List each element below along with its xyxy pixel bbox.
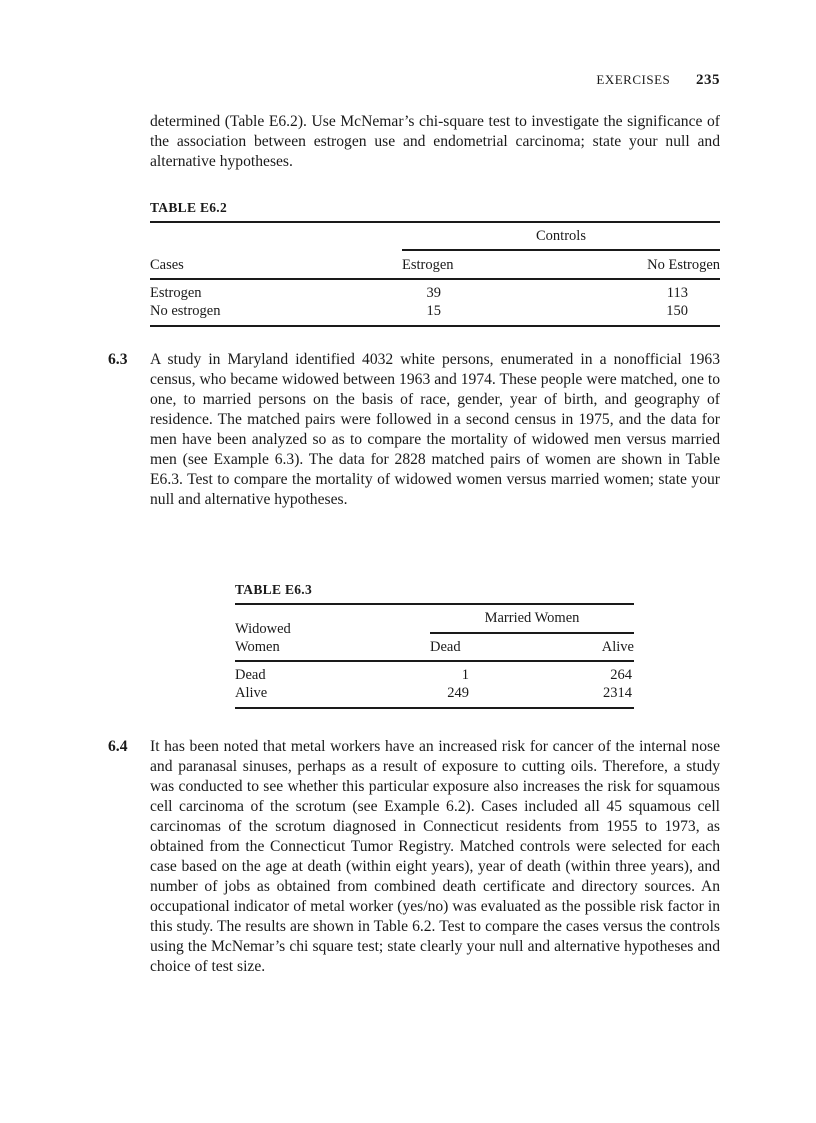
exercise-text: A study in Maryland identified 4032 white persons, enumerated in a nonofficial 1963 census, who became widowed between 1963 and 1974. These people were matched, one to one, to married persons on the basis of race, gender, year of birth, and geography of residence. The matched pairs were followed in a second census in 1975, and the data for men have been analyzed so as to compare the mortality of widowed men versus married men (see Example 6.3). The data for 2828 matched pairs of women are shown in Table E6.3. Test to compare the mortality of widowed women versus married women; state your null and alternative hypotheses. — [150, 351, 720, 508]
cell-value: 150 — [666, 303, 688, 319]
column-header: Alive — [601, 639, 634, 655]
column-spanner: Controls — [536, 228, 586, 244]
cell-value: 264 — [610, 667, 632, 683]
column-header: No Estrogen — [647, 257, 720, 273]
cell-value: 113 — [666, 285, 688, 301]
exercise-6-4 — [108, 737, 720, 977]
spanner-rule — [402, 249, 720, 251]
spanner-rule — [430, 632, 634, 634]
row-header-line2: Women — [235, 639, 280, 655]
exercise-number: 6.3 — [108, 351, 128, 368]
table-top-rule — [235, 603, 634, 605]
row-header: Cases — [150, 257, 184, 273]
exercise-6-3 — [108, 350, 720, 510]
cell-value: 15 — [426, 303, 441, 319]
intro-paragraph: determined (Table E6.2). Use McNemar’s chi-square test to investigate the significance of the association between estrogen use and endometrial carcinoma; state your null and alternative hypotheses. — [150, 113, 720, 170]
cell-value: 1 — [461, 667, 469, 683]
cell-value: 39 — [426, 285, 441, 301]
running-head — [0, 72, 720, 89]
table-bottom-rule — [235, 707, 634, 709]
page-number: 235 — [696, 72, 720, 88]
row-header-line1: Widowed — [235, 621, 291, 637]
row-label: Estrogen — [150, 285, 202, 301]
row-label: Dead — [235, 667, 266, 683]
running-head-section: EXERCISES — [596, 72, 671, 87]
header-rule — [235, 660, 634, 662]
cell-value: 249 — [447, 685, 469, 701]
row-label: Alive — [235, 685, 268, 701]
table-bottom-rule — [150, 325, 720, 327]
column-header: Dead — [430, 639, 461, 655]
column-header: Estrogen — [402, 257, 454, 273]
exercise-number: 6.4 — [108, 738, 128, 755]
table-caption: TABLE E6.3 — [235, 582, 313, 597]
exercise-text: It has been noted that metal workers have an increased risk for cancer of the internal nose and paranasal sinuses, perhaps as a result of exposure to cutting oils. Therefore, a study was conducted to see whether this particular exposure also increases the risk for squamous cell carcinoma of the scrotum (see Example 6.2). Cases included all 45 squamous cell carcinomas of the scrotum diagnosed in Connecticut residents from 1955 to 1973, as obtained from the Connecticut Tumor Registry. Matched controls were selected for each case based on the age at death (within eight years), year of death (within three years), and number of jobs as obtained from combined death certificate and directory sources. An occupational indicator of metal worker (yes/no) was evaluated as the possible risk factor in this study. The results are shown in Table 6.2. Test to compare the cases versus the controls using the McNemar’s chi square test; state clearly your null and alternative hypotheses and choice of test size. — [150, 738, 720, 975]
column-spanner: Married Women — [484, 610, 580, 626]
table-top-rule — [150, 221, 720, 223]
row-label: No estrogen — [150, 303, 221, 319]
table-caption: TABLE E6.2 — [150, 200, 228, 215]
cell-value: 2314 — [603, 685, 632, 701]
header-rule — [150, 278, 720, 280]
